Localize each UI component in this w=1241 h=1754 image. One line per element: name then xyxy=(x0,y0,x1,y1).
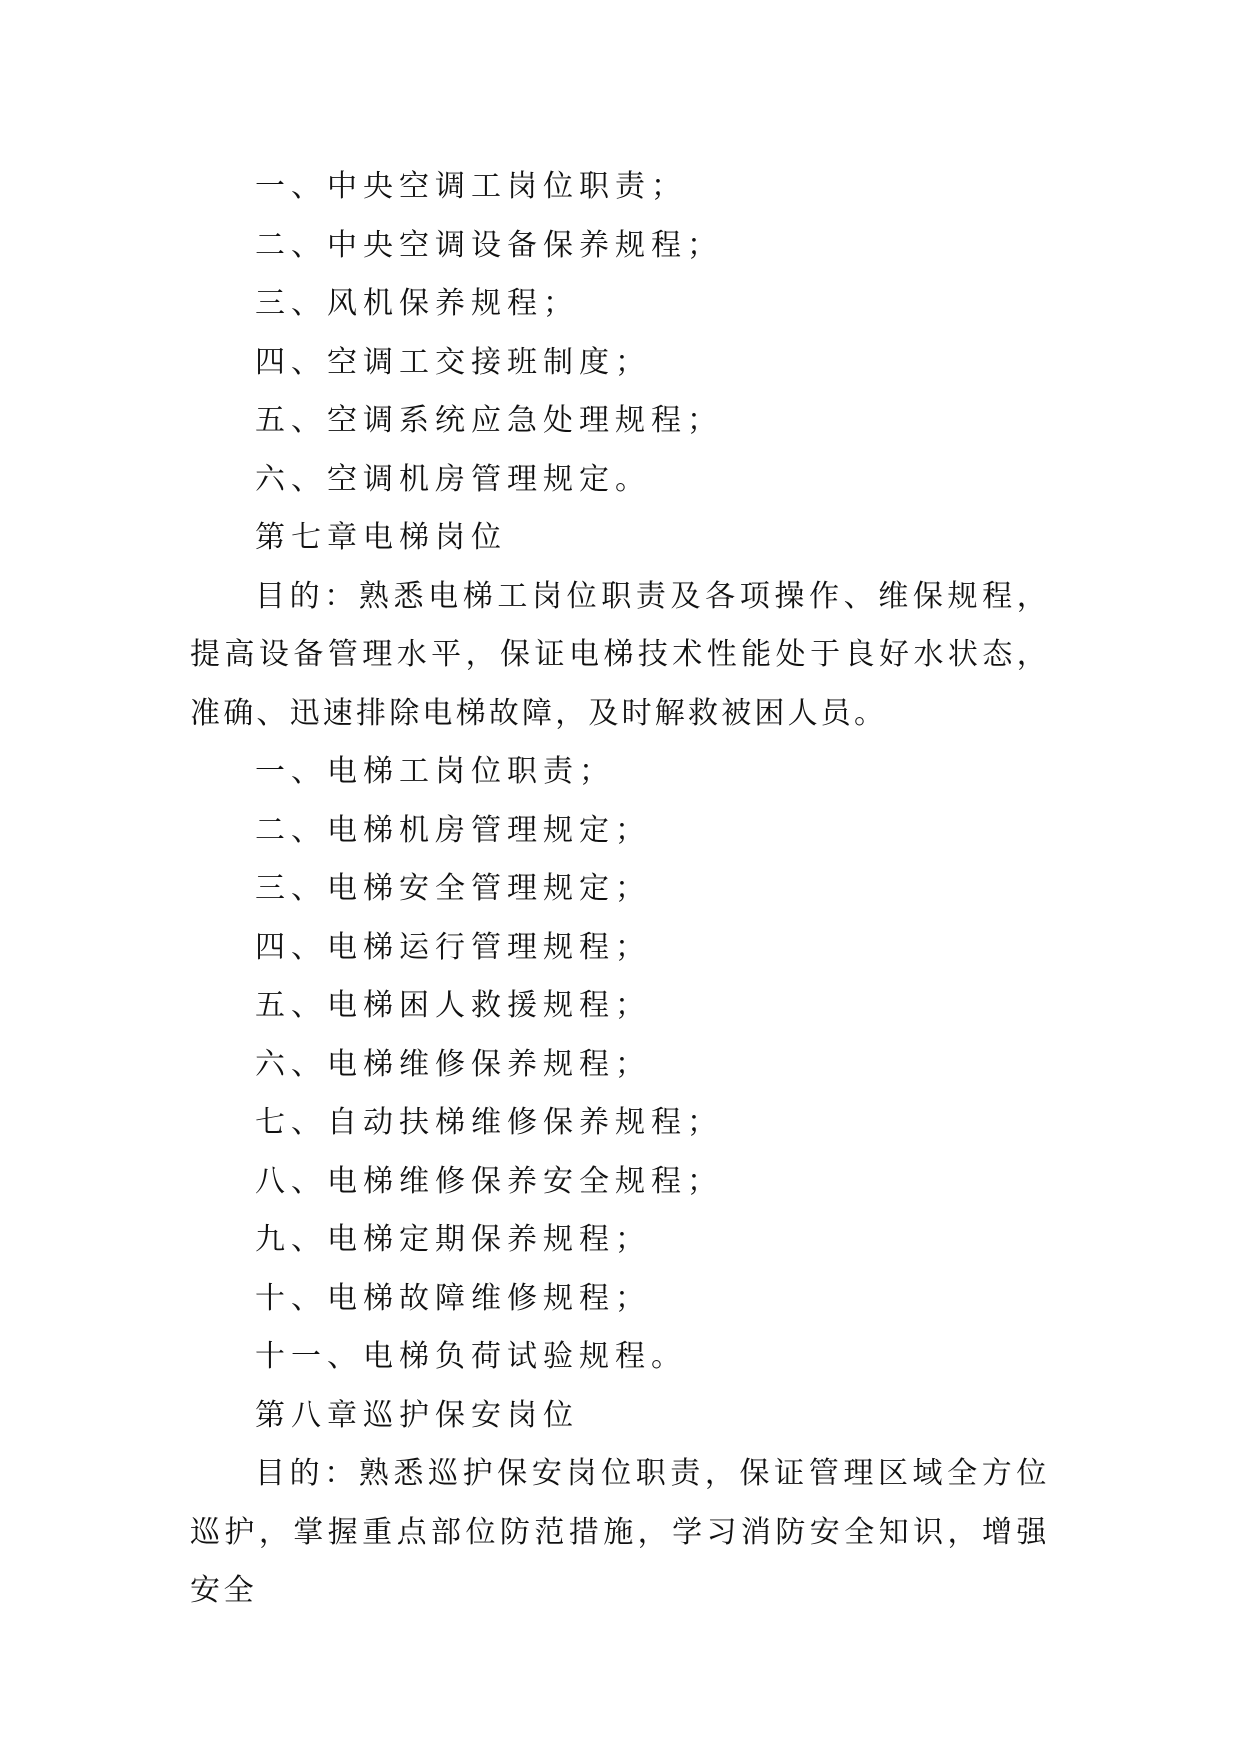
chapter-purpose-paragraph: 目的：熟悉巡护保安岗位职责，保证管理区域全方位巡护，掌握重点部位防范措施，学习消防安全知识，增强安全 xyxy=(190,1456,1050,1608)
chapter-title: 第七章电梯岗位 xyxy=(255,520,507,555)
list-item: 三、风机保养规程； xyxy=(255,286,579,321)
list-item: 十、电梯故障维修规程； xyxy=(255,1280,651,1316)
list-item: 六、空调机房管理规定。 xyxy=(255,461,651,497)
chapter-title: 第八章巡护保安岗位 xyxy=(255,1397,579,1433)
list-item: 六、电梯维修保养规程； xyxy=(255,1046,651,1082)
chapter-purpose-paragraph: 目的：熟悉电梯工岗位职责及各项操作、维保规程，提高设备管理水平，保证电梯技术性能处于良好水状态，准确、迅速排除电梯故障，及时解救被困人员。 xyxy=(190,578,1050,731)
list-item: 一、电梯工岗位职责； xyxy=(255,754,615,789)
document-body xyxy=(190,158,1050,1621)
list-item: 四、电梯运行管理规程； xyxy=(255,929,651,965)
list-item: 三、电梯安全管理规定； xyxy=(255,871,651,906)
list-item: 二、中央空调设备保养规程； xyxy=(255,227,723,263)
list-item: 五、电梯困人救援规程； xyxy=(255,988,651,1023)
list-item: 四、空调工交接班制度； xyxy=(255,344,651,380)
list-item: 五、空调系统应急处理规程； xyxy=(255,403,723,438)
list-item: 十一、电梯负荷试验规程。 xyxy=(255,1339,687,1374)
list-item: 八、电梯维修保养安全规程； xyxy=(255,1163,723,1199)
list-item: 一、中央空调工岗位职责； xyxy=(255,169,687,204)
list-item: 七、自动扶梯维修保养规程； xyxy=(255,1105,723,1140)
list-item: 九、电梯定期保养规程； xyxy=(255,1222,651,1257)
list-item: 二、电梯机房管理规定； xyxy=(255,812,651,848)
